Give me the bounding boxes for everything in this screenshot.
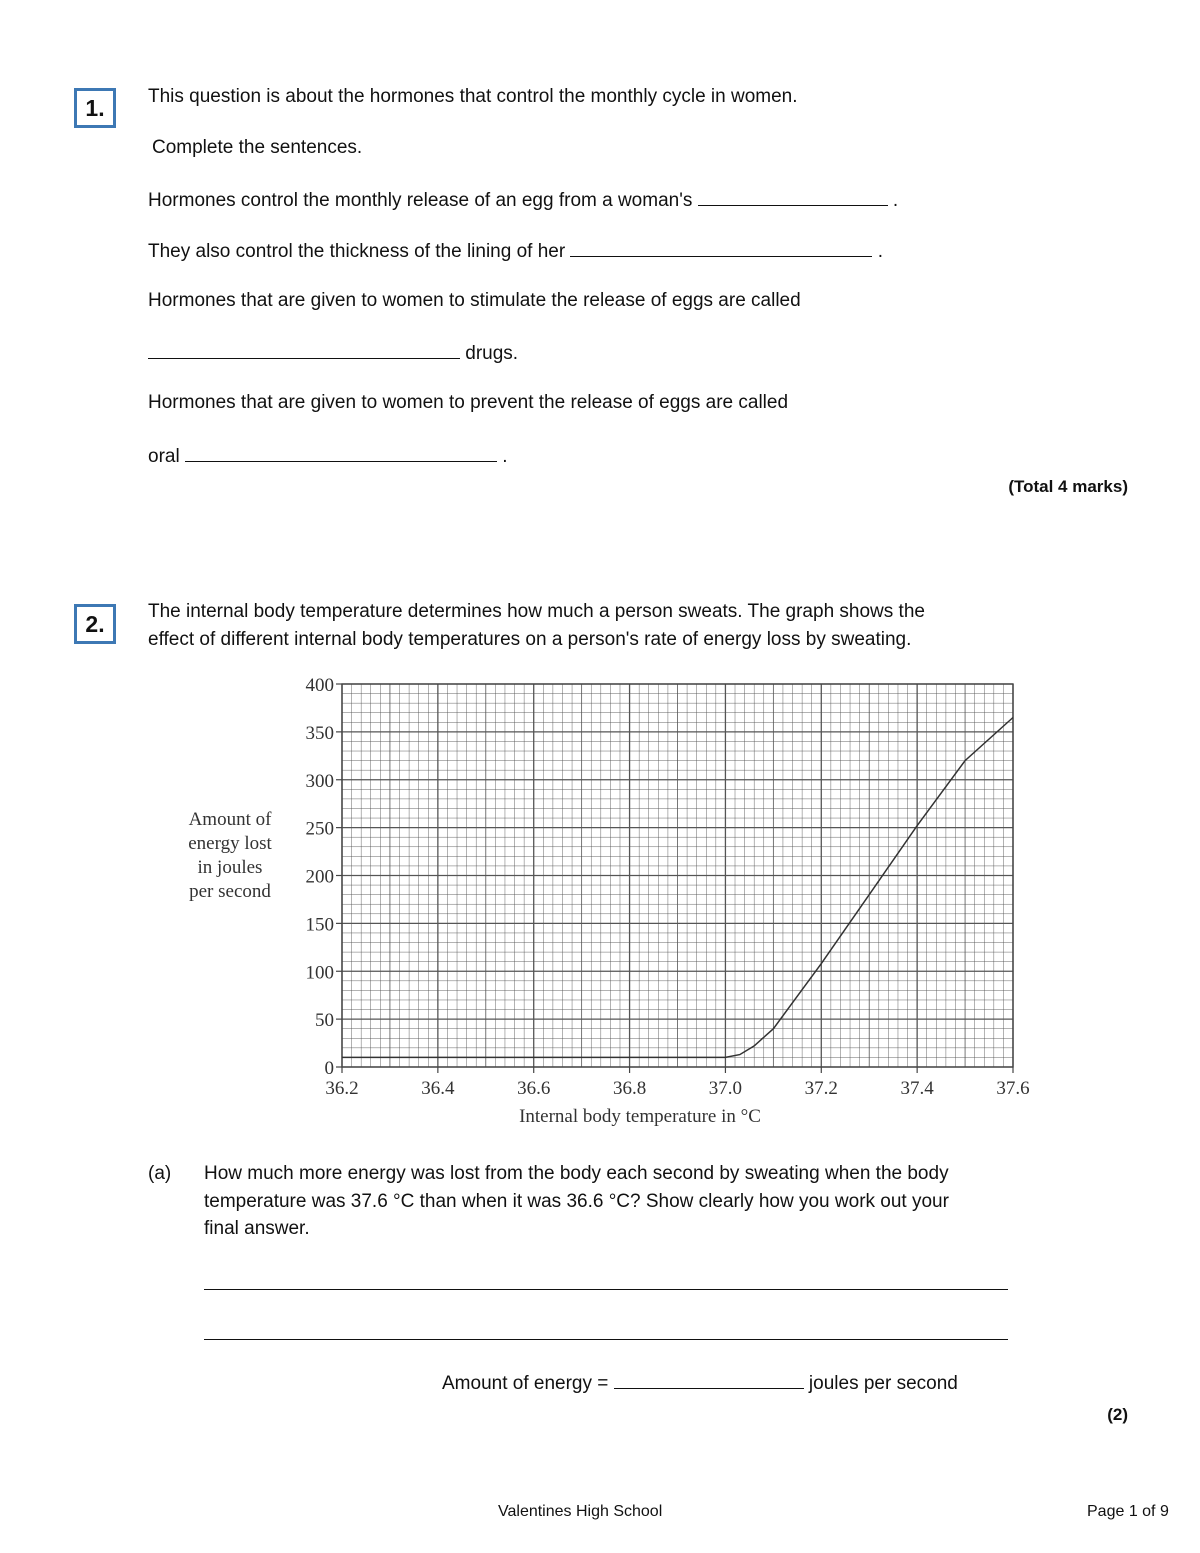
y-tick-label: 350 (305, 722, 334, 744)
q1-blank-3[interactable] (148, 340, 460, 359)
y-tick-label: 0 (324, 1058, 334, 1079)
y-axis-label-line: per second (189, 881, 271, 902)
q2-part-a-line-3: final answer. (204, 1218, 310, 1239)
x-tick-label: 36.6 (517, 1078, 551, 1099)
q1-sentence-1-text: Hormones control the monthly release of an egg from a woman's (148, 190, 693, 211)
x-tick-label: 36.2 (325, 1078, 359, 1099)
y-tick-label: 150 (305, 914, 334, 936)
q2-answer-blank[interactable] (614, 1370, 804, 1389)
footer-school-name: Valentines High School (498, 1503, 663, 1520)
q1-sentence-3: Hormones that are given to women to stimulate the release of eggs are called (148, 290, 801, 311)
chart-y-axis-label (188, 809, 272, 902)
q2-intro-line-1: The internal body temperature determines how much a person sweats. The graph shows the (148, 601, 925, 622)
energy-loss-chart (170, 665, 1040, 1130)
y-axis-label-line: in joules (197, 857, 263, 878)
q1-intro: This question is about the hormones that control the monthly cycle in women. (148, 86, 798, 107)
q1-sentence-5: Hormones that are given to women to prevent the release of eggs are called (148, 392, 789, 413)
question-2-number: 2. (74, 604, 116, 644)
y-tick-label: 100 (305, 962, 334, 984)
q2-answer-row (442, 1370, 958, 1396)
q1-sentence-1 (148, 187, 898, 213)
x-tick-label: 37.2 (804, 1078, 838, 1099)
q1-sentence-6-end: . (502, 446, 508, 467)
q2-part-a-marks: (2) (1107, 1405, 1128, 1424)
y-tick-label: 200 (305, 866, 334, 888)
footer-page-number: Page 1 of 9 (1087, 1503, 1169, 1520)
y-tick-label: 50 (315, 1010, 334, 1032)
q2-part-a-label: (a) (148, 1163, 172, 1184)
chart-x-axis-label: Internal body temperature in °C (519, 1106, 761, 1127)
working-line-1[interactable] (204, 1289, 1008, 1290)
y-tick-label: 400 (305, 675, 334, 696)
q1-total-marks: (Total 4 marks) (1008, 477, 1128, 496)
q2-part-a-line-2: temperature was 37.6 °C than when it was 36.6 °C? Show clearly how you work out your (204, 1191, 949, 1212)
x-tick-label: 37.4 (900, 1078, 934, 1099)
q1-sentence-1-end: . (892, 190, 899, 211)
q1-sentence-2-text: They also control the thickness of the lining of her (148, 241, 566, 262)
q1-sentence-6 (148, 443, 508, 469)
q1-sentence-4 (148, 340, 518, 366)
q1-blank-4[interactable] (185, 443, 497, 462)
x-tick-label: 37.6 (996, 1078, 1030, 1099)
q1-sentence-2-end: . (877, 241, 884, 262)
y-tick-label: 250 (305, 818, 334, 840)
q1-sentence-6-text: oral (148, 446, 180, 467)
x-tick-label: 36.8 (612, 1078, 647, 1099)
q1-blank-2[interactable] (570, 238, 872, 257)
q1-sentence-2 (148, 238, 883, 264)
q1-instruction: Complete the sentences. (152, 137, 363, 158)
chart-ticks (306, 675, 1030, 1099)
y-tick-label: 300 (305, 770, 334, 792)
working-line-2[interactable] (204, 1339, 1008, 1340)
x-tick-label: 37.0 (708, 1078, 743, 1099)
q2-intro-line-2: effect of different internal body temperatures on a person's rate of energy loss by sweating. (148, 629, 912, 650)
q1-blank-1[interactable] (698, 187, 888, 206)
y-axis-label-line: Amount of (188, 809, 272, 830)
question-1-number: 1. (74, 88, 116, 128)
y-axis-label-line: energy lost (188, 833, 272, 854)
q1-sentence-4-text: drugs. (465, 343, 519, 364)
q2-part-a-line-1: How much more energy was lost from the body each second by sweating when the body (204, 1163, 949, 1184)
q2-answer-label: Amount of energy = (442, 1373, 609, 1394)
x-tick-label: 36.4 (421, 1078, 455, 1099)
q2-answer-unit: joules per second (808, 1373, 958, 1394)
